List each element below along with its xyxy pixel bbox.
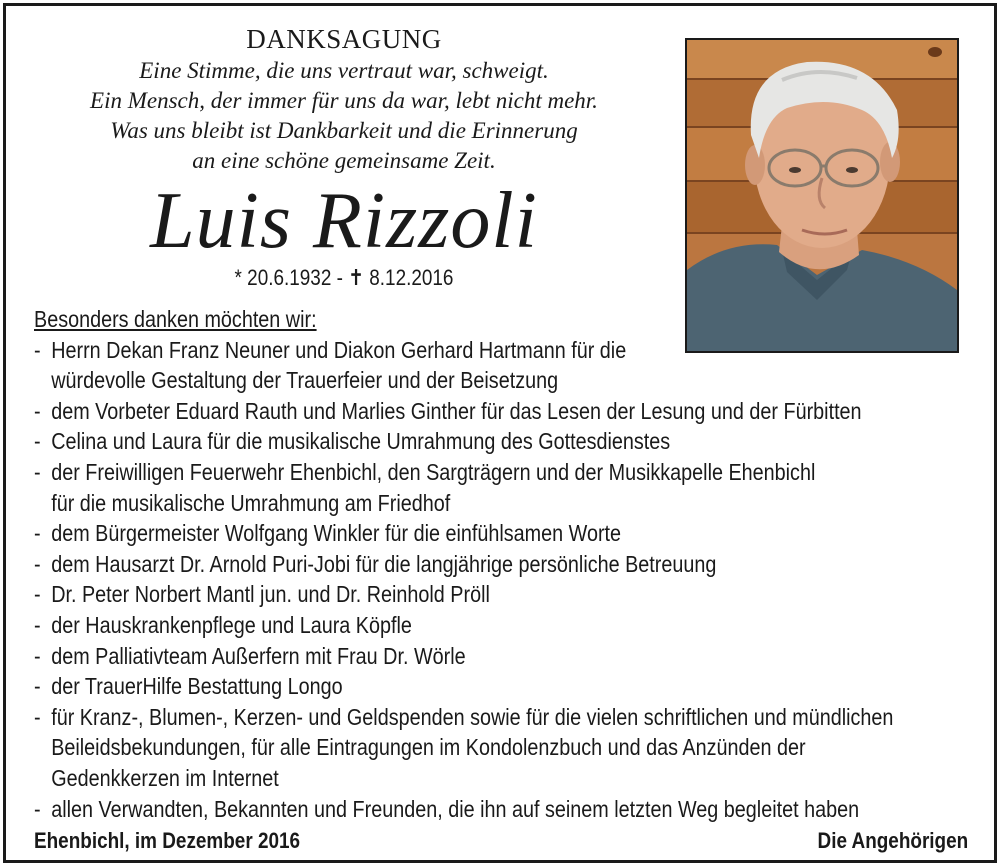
announcement-frame [3,3,997,863]
list-item [34,579,946,610]
list-item-line: Herrn Dekan Franz Neuner und Diakon Gerhard Hartmann für die [51,336,627,363]
list-item-line: Celina und Laura für die musikalische Umrahmung des Gottesdienstes [51,428,671,455]
dash-bullet: - [34,642,41,669]
thanks-intro: Besonders danken möchten wir: [34,306,317,332]
dash-bullet: - [34,611,41,638]
list-item [34,671,946,702]
deceased-name: Luis Rizzoli [150,177,538,265]
list-item [34,794,946,825]
dash-bullet: - [34,795,41,822]
list-item [34,335,946,396]
list-item-line: für die musikalische Umrahmung am Friedhof [51,489,451,516]
dash-bullet: - [34,520,41,547]
verse-line: an eine schöne gemeinsame Zeit. [192,148,496,173]
verse-line: Eine Stimme, die uns vertraut war, schweigt. [139,58,549,83]
list-item-line: Dr. Peter Norbert Mantl jun. und Dr. Reinhold Pröll [51,581,490,608]
place-date: Ehenbichl, im Dezember 2016 [34,828,301,853]
dash-bullet: - [34,581,41,608]
dash-bullet: - [34,458,41,485]
thanks-list [34,304,946,824]
dash-bullet: - [34,673,41,700]
dash-bullet: - [34,336,41,363]
list-item [34,610,946,641]
list-item [34,641,946,672]
list-item-line: der TrauerHilfe Bestattung Longo [51,673,343,700]
verse-line: Ein Mensch, der immer für uns da war, lebt nicht mehr. [90,88,598,113]
list-item [34,549,946,580]
list-item-line: dem Palliativteam Außerfern mit Frau Dr. Wörle [51,642,466,669]
life-dates: * 20.6.1932 - ✝ 8.12.2016 [234,265,454,290]
list-item-line: für Kranz-, Blumen-, Kerzen- und Geldspenden sowie für die vielen schriftlichen und mündlichen [51,703,894,730]
list-item [34,457,946,518]
list-item-line: dem Bürgermeister Wolfgang Winkler für die einfühlsamen Worte [51,520,622,547]
list-item [34,702,946,794]
list-item-line: würdevolle Gestaltung der Trauerfeier und der Beisetzung [51,367,559,394]
signature: Die Angehörigen [817,828,968,853]
dash-bullet: - [34,703,41,730]
list-item [34,426,946,457]
list-item-line: dem Vorbeter Eduard Rauth und Marlies Ginther für das Lesen der Lesung und der Fürbitten [51,397,862,424]
dash-bullet: - [34,428,41,455]
list-item-line: dem Hausarzt Dr. Arnold Puri-Jobi für die langjährige persönliche Betreuung [51,550,717,577]
list-item-line: Beileidsbekundungen, für alle Eintragungen im Kondolenzbuch und das Anzünden der [51,734,806,761]
list-item-line: Gedenkkerzen im Internet [51,764,279,791]
verse [34,56,654,176]
list-item-line: allen Verwandten, Bekannten und Freunden, die ihn auf seinem letzten Weg begleitet haben [51,795,860,822]
list-item [34,396,946,427]
list-item-line: der Freiwilligen Feuerwehr Ehenbichl, den Sargträgern und der Musikkapelle Ehenbichl [51,458,816,485]
verse-line: Was uns bleibt ist Dankbarkeit und die Erinnerung [110,118,578,143]
title: DANKSAGUNG [246,24,442,54]
list-item-line: der Hauskrankenpflege und Laura Köpfle [51,611,412,638]
dash-bullet: - [34,550,41,577]
dash-bullet: - [34,397,41,424]
list-item [34,518,946,549]
header [34,22,654,292]
